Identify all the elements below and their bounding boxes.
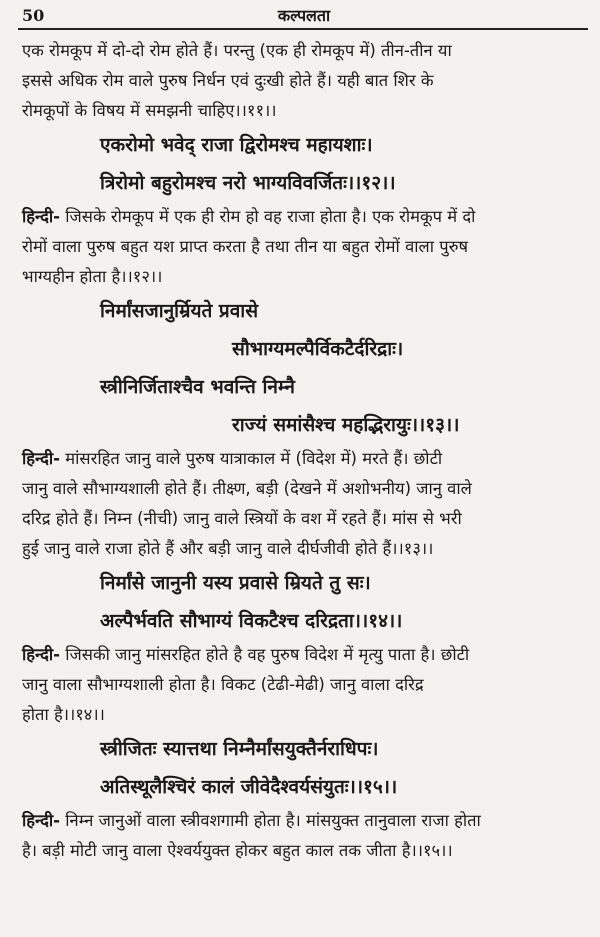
translation-text: मांसरहित जानु वाले पुरुष यात्राकाल में (विदेश में) मरते हैं। छोटी [60,449,443,468]
translation-line: जानु वाले सौभाग्यशाली होते हैं। तीक्ष्ण, बड़ी (देखने में अशोभनीय) जानु वाले [22,479,472,498]
translation-line [22,202,586,232]
translation-line: हुई जानु वाले राजा होते हैं और बड़ी जानु वाले दीर्घजीवी होते हैं।।१३।। [22,539,434,558]
page-number: 50 [22,6,45,25]
sanskrit-verse-line: एकरोमो भवेद् राजा द्विरोमश्च महायशाः। [100,134,373,156]
sanskrit-verse-line: अल्पैर्भवति सौभाग्यं विकटैश्च दरिद्रता।।१४।। [100,610,403,632]
sanskrit-verse-line: राज्यं समांसैश्च महद्भिरायुः।।१३।। [232,414,460,436]
prose-line: एक रोमकूप में दो-दो रोम होते हैं। परन्तु (एक ही रोमकूप में) तीन-तीन या [22,41,452,60]
translation-line: रोमों वाला पुरुष बहुत यश प्राप्त करता है तथा तीन या बहुत रोमों वाला पुरुष [22,237,468,256]
translation-line: दरिद्र होते हैं। निम्न (नीची) जानु वाले स्त्रियों के वश में रहते हैं। मांस से भरी [22,509,462,528]
sanskrit-verse-line: निर्मांसे जानुनी यस्य प्रवासे म्रियते तु सः। [100,572,371,594]
hindi-label: हिन्दी- [22,449,61,468]
sanskrit-verse-line: स्त्रीजितः स्यात्तथा निम्नैर्मांसयुक्तैर्नराधिपः। [100,738,379,760]
sanskrit-verse-line: अतिस्थूलैश्चिरं कालं जीवेदैश्वर्यसंयुतः।।१५।। [100,776,398,798]
translation-line: है। बड़ी मोटी जानु वाला ऐश्वर्ययुक्त होकर बहुत काल तक जीता है।।१५।। [22,841,453,860]
sanskrit-verse-line: स्त्रीनिर्जिताश्चैव भवन्ति निम्नै [100,376,295,398]
sanskrit-verse-line: त्रिरोमो बहुरोमश्च नरो भाग्यविवर्जितः।।१२।। [100,172,396,194]
prose-line: इससे अधिक रोम वाले पुरुष निर्धन एवं दुःखी होते हैं। यही बात शिर के [22,71,434,90]
translation-line [22,806,586,836]
sanskrit-verse-line: सौभाग्यमल्पैर्विकटैर्दरिद्राः। [232,338,404,360]
translation-text: निम्न जानुओं वाला स्त्रीवशगामी होता है। मांसयुक्त तानुवाला राजा होता [60,811,481,830]
hindi-label: हिन्दी- [22,645,61,664]
prose-line: रोमकूपों के विषय में समझनी चाहिए।।११।। [22,101,277,120]
translation-line: भाग्यहीन होता है।।१२।। [22,267,163,286]
translation-line [22,640,586,670]
header-rule [18,28,588,30]
sanskrit-verse-line: निर्मांसजानुर्म्रियते प्रवासे [100,300,259,322]
translation-text: जिसके रोमकूप में एक ही रोम हो वह राजा होता है। एक रोमकूप में दो [60,207,476,226]
translation-line [22,444,586,474]
translation-text: जिसकी जानु मांसरहित होते है वह पुरुष विदेश में मृत्यु पाता है। छोटी [60,645,470,664]
translation-line: जानु वाला सौभाग्यशाली होता है। विकट (टेढी-मेढी) जानु वाला दरिद्र [22,675,424,694]
running-title: कल्पलता [277,6,331,25]
hindi-label: हिन्दी- [22,811,61,830]
translation-line: होता है।।१४।। [22,705,105,724]
hindi-label: हिन्दी- [22,207,61,226]
page-header [22,0,586,28]
